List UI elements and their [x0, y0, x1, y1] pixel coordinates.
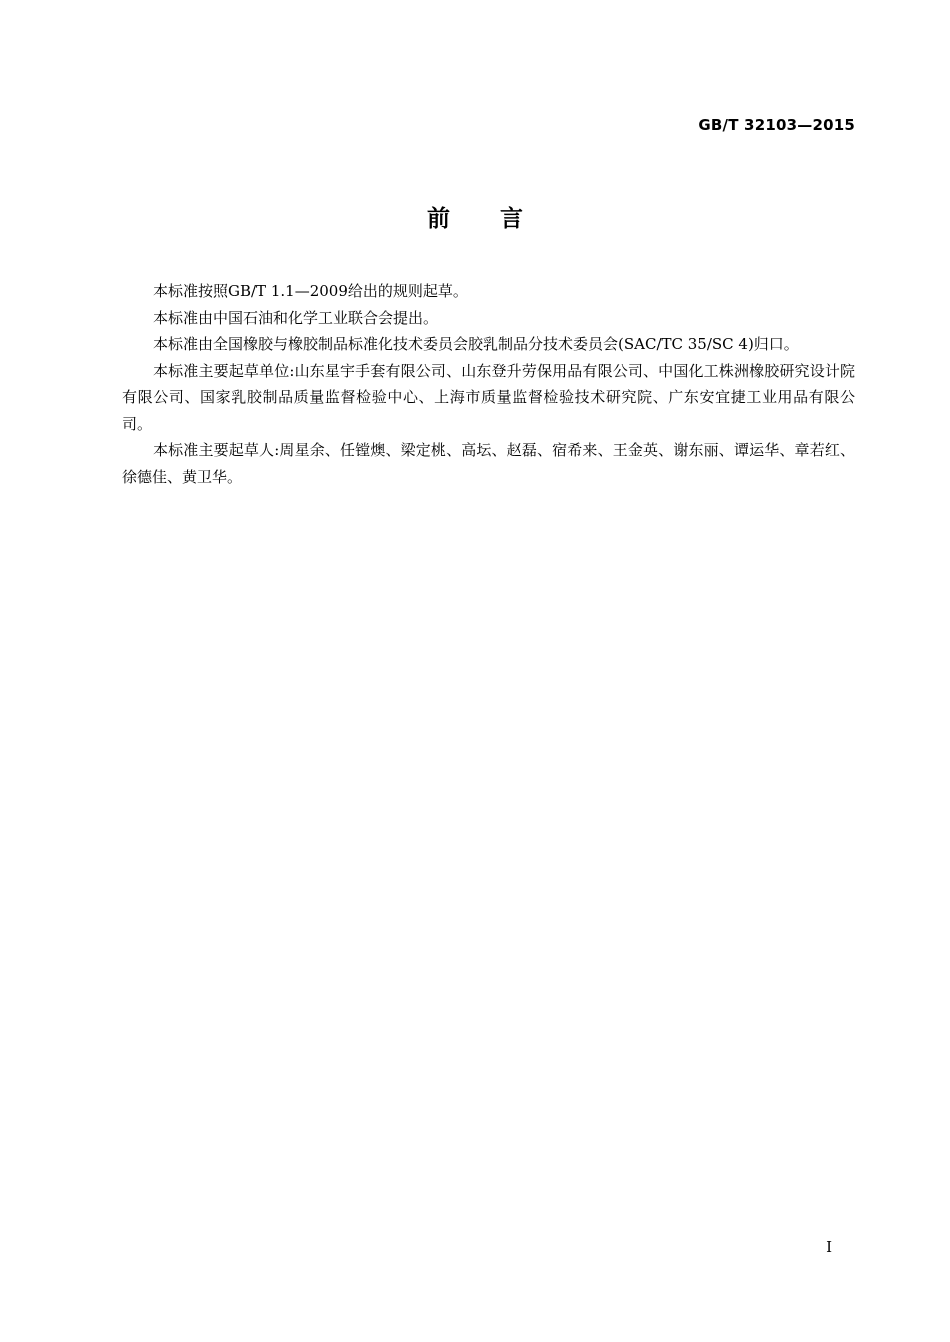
page-title-char-1: 前 [427, 206, 450, 232]
paragraph-proposer: 本标准由中国石油和化学工业联合会提出。 [153, 308, 439, 327]
page-number: I [826, 1238, 832, 1256]
page-title-char-2: 言 [500, 206, 523, 232]
paragraph-drafting-rules: 本标准按照GB/T 1.1—2009给出的规则起草。 [153, 282, 468, 300]
page-title [0, 200, 950, 233]
paragraph-administering-committee: 本标准由全国橡胶与橡胶制品标准化技术委员会胶乳制品分技术委员会(SAC/TC 35/SC 4)归口。 [153, 335, 799, 353]
paragraph-drafters: 本标准主要起草人:周星余、任镗燠、梁定桃、高坛、赵磊、宿希来、王金英、谢东丽、谭运华、章若红、徐德佳、黄卫华。 [122, 441, 855, 486]
foreword-body [122, 278, 855, 490]
standard-number: GB/T 32103—2015 [698, 116, 855, 134]
paragraph-drafting-organizations: 本标准主要起草单位:山东星宇手套有限公司、山东登升劳保用品有限公司、中国化工株洲橡胶研究设计院有限公司、国家乳胶制品质量监督检验中心、上海市质量监督检验技术研究院、广东安宜捷工业用品有限公司。 [122, 361, 855, 433]
